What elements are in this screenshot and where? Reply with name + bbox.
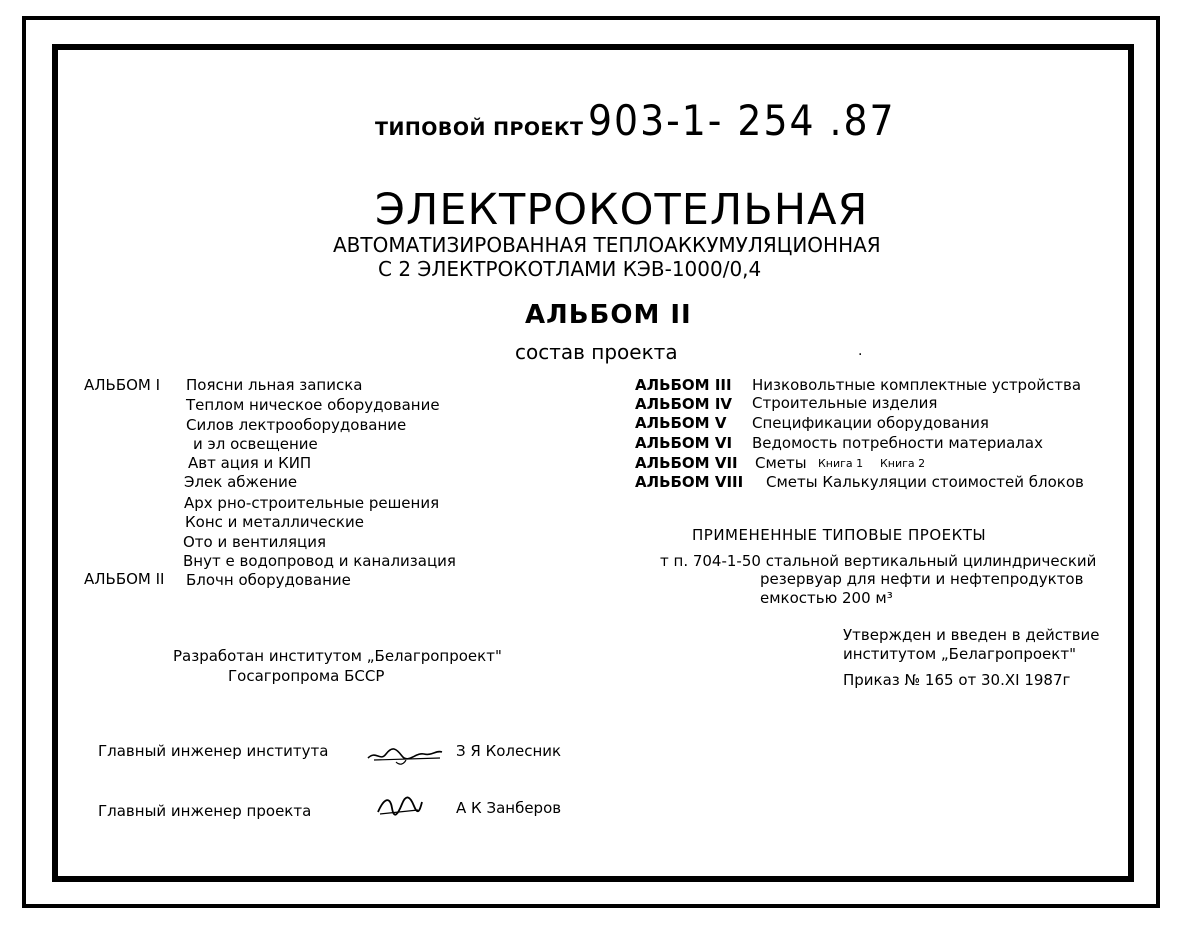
project-label: ТИПОВОЙ ПРОЕКТ	[375, 118, 584, 140]
list-item: Теплом ническое оборудование	[186, 396, 440, 414]
project-number: 903-1- 254 .87	[588, 96, 896, 145]
album-3-label: АЛЬБОМ III	[635, 376, 732, 394]
list-item: Внут е водопровод и канализация	[183, 552, 456, 570]
list-item: Арх рно-строительные решения	[184, 494, 440, 512]
album-5-label: АЛЬБОМ V	[635, 414, 727, 432]
developer-line-2: Госагропрома БССР	[228, 667, 385, 685]
composition-label: состав проекта	[515, 340, 678, 364]
album-4-text: Строительные изделия	[752, 394, 938, 412]
signature-2-icon	[374, 792, 424, 820]
chief-engineer-project-name: А К Занберов	[456, 799, 562, 817]
list-item: и эл освещение	[193, 435, 318, 453]
album-6-text: Ведомость потребности материалах	[752, 434, 1043, 452]
approval-line-1: Утвержден и введен в действие	[843, 626, 1100, 644]
chief-engineer-institute-label: Главный инженер института	[98, 742, 329, 760]
album-7-book-2: Книга 2	[880, 457, 926, 470]
album-3-text: Низковольтные комплектные устройства	[752, 376, 1082, 394]
album-8-text: Сметы Калькуляции стоимостей блоков	[766, 473, 1084, 491]
album-6-label: АЛЬБОМ VI	[635, 434, 733, 452]
applied-projects-line-1: т п. 704-1-50 стальной вертикальный цилиндрический	[660, 552, 1097, 570]
stray-dot: .	[858, 343, 863, 359]
applied-projects-line-3: емкостью 200 м³	[760, 589, 893, 607]
chief-engineer-institute-name: З Я Колесник	[456, 742, 562, 760]
title-subtitle-2: С 2 ЭЛЕКТРОКОТЛАМИ КЭВ-1000/0,4	[378, 257, 762, 281]
album-name: АЛЬБОМ II	[525, 300, 692, 330]
applied-projects-line-2: резервуар для нефти и нефтепродуктов	[760, 570, 1084, 588]
approval-order: Приказ № 165 от 30.XI 1987г	[843, 671, 1071, 689]
list-item: Ото и вентиляция	[183, 533, 326, 551]
approval-line-2: институтом „Белагропроект"	[843, 645, 1076, 663]
title-subtitle-1: АВТОМАТИЗИРОВАННАЯ ТЕПЛОАККУМУЛЯЦИОННАЯ	[333, 233, 881, 257]
list-item: Блочн оборудование	[186, 571, 351, 589]
document-title: ЭЛЕКТРОКОТЕЛЬНАЯ	[375, 185, 869, 235]
album-5-text: Спецификации оборудования	[752, 414, 989, 432]
list-item: Поясни льная записка	[186, 376, 363, 394]
list-item: Силов лектрооборудование	[186, 416, 407, 434]
album-7-book-1: Книга 1	[818, 457, 864, 470]
album-7-text: Сметы	[755, 454, 807, 472]
chief-engineer-project-label: Главный инженер проекта	[98, 802, 312, 820]
album-8-label: АЛЬБОМ VIII	[635, 473, 744, 491]
signature-1-icon	[366, 742, 446, 768]
album-2-label: АЛЬБОМ II	[84, 570, 165, 588]
list-item: Элек абжение	[184, 473, 298, 491]
album-1-label: АЛЬБОМ I	[84, 376, 161, 394]
developer-line-1: Разработан институтом „Белагропроект"	[173, 647, 502, 665]
list-item: Авт ация и КИП	[188, 454, 312, 472]
applied-projects-heading: ПРИМЕНЕННЫЕ ТИПОВЫЕ ПРОЕКТЫ	[692, 526, 987, 544]
list-item: Конс и металлические	[185, 513, 364, 531]
album-4-label: АЛЬБОМ IV	[635, 395, 733, 413]
album-7-label: АЛЬБОМ VII	[635, 454, 738, 472]
